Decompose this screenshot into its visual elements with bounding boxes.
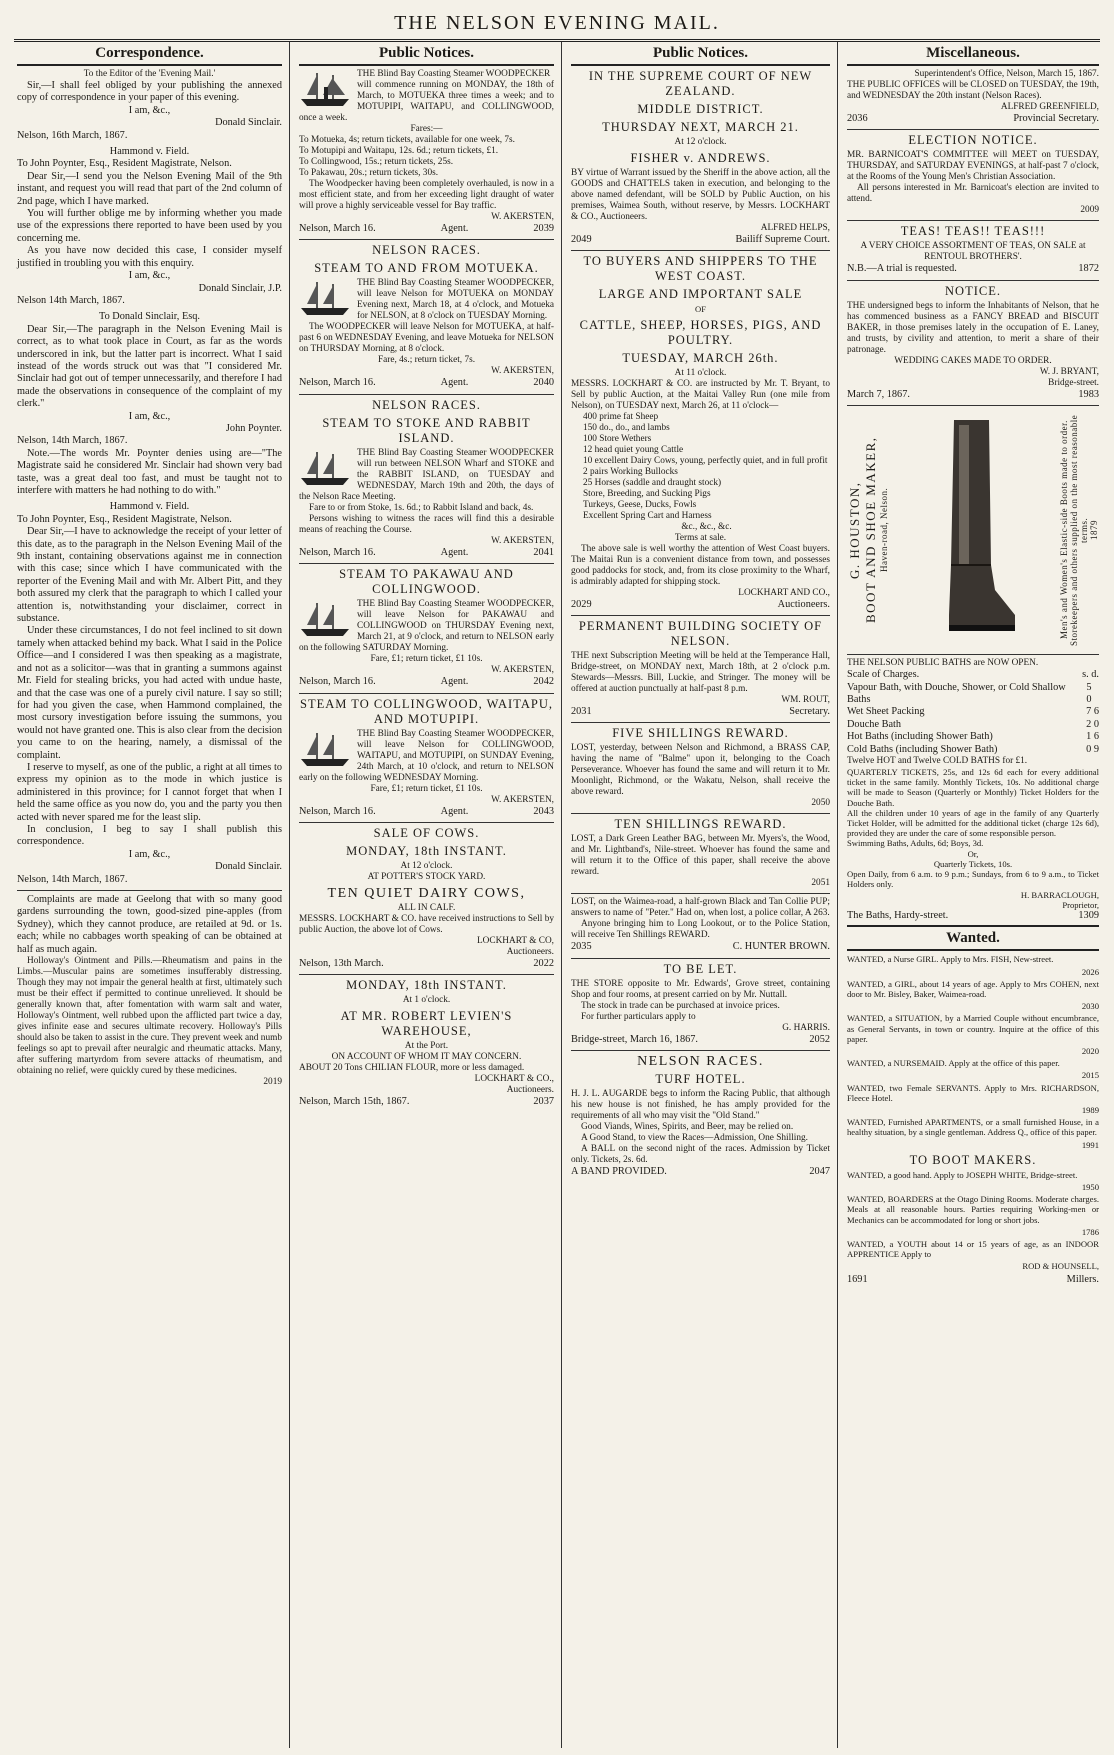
fare-line: To Collingwood, 15s.; return tickets, 25s. [299, 157, 454, 167]
divider [571, 1050, 830, 1051]
steamship-icon [299, 448, 353, 488]
divider [299, 239, 554, 240]
ad-heading: NELSON RACES. [372, 243, 481, 258]
agent-name: W. AKERSTEN, [491, 794, 554, 805]
ad-heading: STEAM TO COLLINGWOOD, WAITAPU, AND MOTUPIPI. [300, 696, 553, 726]
wanted-item: WANTED, Furnished APARTMENTS, or a small furnished House, in a healthy situation, by a single gentleman. Address Q., office of this paper. [847, 1117, 1099, 1138]
column-miscellaneous [844, 42, 1100, 1748]
ad-body: THE PUBLIC OFFICES will be CLOSED on TUESDAY, the 19th, and WEDNESDAY the 20th instant (Nelson Races). [847, 80, 1099, 101]
agent-name: W. AKERSTEN, [491, 665, 554, 676]
fare-line: Fare, £1; return ticket, £1 10s. [370, 654, 483, 665]
ad-body: Open Daily, from 6 a.m. to 9 p.m.; Sundays, from 6 to 9 a.m., to Ticket Holders only. [847, 869, 1099, 890]
ad-body: BY virtue of Warrant issued by the Sheriff in the above action, all the GOODS and CHATTELS taken in execution, and belonging to the above named defendant, will be SOLD by Public Auction, on his premises, Waimea South, without reserve, by Messrs. LOCKHART & CO., Auctioneers. [571, 168, 830, 222]
ad-number: 2019 [263, 1077, 282, 1088]
ad-body: All the children under 10 years of age in the family of any Quarterly Ticket Holder, will be admitted for the additional ticket (charge 12s 6d), provided they are under the care of some responsible person. [847, 807, 1099, 839]
signoff: I am, &c., [128, 104, 171, 116]
stock-item: 12 head quiet young Cattle [583, 444, 684, 455]
ad-footer [847, 910, 1099, 922]
ad-footer [571, 1166, 830, 1178]
wanted-item: WANTED, a SITUATION, by a Married Couple without encumbrance, as General Servants, in town or country. Inquire at the office of this paper. [847, 1013, 1099, 1044]
ad-heading: ELECTION NOTICE. [908, 133, 1038, 148]
ad-body: The stock in trade can be purchased at invoice prices. [581, 1000, 780, 1011]
price-row [847, 744, 1099, 756]
column-public-notices [296, 42, 562, 1748]
ad-body: THE Blind Bay Coasting Steamer WOODPECKER, will leave Nelson for COLLINGWOOD, WAITAPU, and MOTUPIPI, on SUNDAY Evening, 24th March, at 10 o'clock, and return to NELSON early on the following WEDNESDAY Morning. [299, 728, 554, 783]
letter-date: Nelson 14th March, 1867. [17, 294, 125, 306]
signature: ALFRED HELPS, [760, 223, 830, 233]
divider [299, 693, 554, 694]
ad-number: 2009 [1080, 205, 1099, 216]
ad-number: 1989 [1081, 1104, 1099, 1115]
ad-footer [299, 223, 554, 235]
stock-item: 150 do., do., and lambs [583, 422, 670, 433]
ad-body: The WOODPECKER will leave Nelson for MOTUEKA, at half-past 6 on WEDNESDAY Evening, and leave Motueka for NELSON on THURSDAY Morning, at 8 o'clock. [299, 322, 554, 355]
signature: W. J. BRYANT, [1039, 366, 1099, 377]
ad-number: 2052 [809, 1033, 830, 1045]
ad-footer [299, 1096, 554, 1108]
ad-subheading: WEDDING CAKES MADE TO ORDER. [894, 355, 1052, 366]
price-value: 1 6 [1086, 731, 1099, 743]
ad-number: 2047 [809, 1166, 830, 1178]
ad-number: 2049 [571, 234, 592, 245]
signature: C. HUNTER BROWN. [732, 941, 830, 953]
ad-date: March 7, 1867. [847, 388, 910, 400]
ad-number: 2029 [571, 598, 592, 610]
stock-item: &c., &c., &c. [681, 521, 732, 532]
signature-title: Provincial Secretary. [1013, 113, 1099, 124]
steamship-icon [299, 278, 353, 318]
divider [847, 220, 1099, 221]
letter-text: Sir,—I shall feel obliged by your publishing the annexed copy of correspondence in your paper of this evening. [17, 80, 282, 104]
ad-body: will commence running on MONDAY, the 18th of March, to MOTUEKA three times a week; and to MOTUPIPI, WAITAPU, and COLLINGWOOD, once a week. [299, 80, 554, 123]
ad-footer [571, 599, 830, 611]
fare-line: To Motueka, 4s; return tickets, available for one week, 7s. [299, 135, 515, 145]
wanted-list [847, 1170, 1099, 1286]
signature: Donald Sinclair. [215, 861, 282, 873]
ad-body: A VERY CHOICE ASSORTMENT OF TEAS, ON SALE at RENTOUL BROTHERS'. [860, 241, 1086, 263]
signature: ALFRED GREENFIELD, [1000, 102, 1099, 112]
stock-item: 25 Horses (saddle and draught stock) [583, 477, 722, 488]
letter-date: Nelson, 14th March, 1867. [17, 873, 128, 885]
steamer-advert [299, 599, 554, 654]
ad-body: THE undersigned begs to inform the Inhabitants of Nelson, that he has commenced business as a FANCY BREAD and BISCUIT BAKER, in those premises lately in the occupation of E. Laney, and trusts, by civility and attention, to merit a share of their patronage. [847, 300, 1099, 355]
ad-date: Nelson, March 16. [299, 805, 376, 817]
fare-line: Fare, 4s.; return ticket, 7s. [377, 355, 476, 366]
ad-heading: MONDAY, 18th INSTANT. [346, 844, 507, 859]
holloway-advert: Holloway's Ointment and Pills.—Rheumatism and pains in the Limbs.—Muscular pains are sometimes insufferably distressing. Though they may not impair the general health at first, ultimately such must be their effect if permitted to continue unrelieved. It should be generally known that, after fomentation with warm salt and water, Holloway's Ointment, well rubbed upon the afflicted part twice a day, gives infinite ease and secures ultimate recovery. Holloway's Pills should also be taken to assist in the cure. They prevent week and numb feelings so apt to prevail after neuralgic and rheumatic attacks. Many, after suffering martyrdom from severe attacks of rheumatism, and obtaining no relief, were quickly cured by these medicines. [17, 956, 282, 1077]
ad-body: THE Blind Bay Coasting Steamer WOODPECKER will run between NELSON Wharf and STOKE and the RABBIT ISLAND, on TUESDAY and WEDNESDAY, March 19th and 20th, the days of the Nelson Race Meeting. [299, 447, 554, 502]
ad-heading: TO BUYERS AND SHIPPERS TO THE WEST COAST. [583, 254, 818, 284]
ad-body: The above sale is well worthy the attention of West Coast buyers. The Maitai Run is a convenient distance from town, and possesses good paddocks for stock, and, from its close proximity to the Wharf, is admirably adapted for shipping stock. [571, 543, 830, 587]
ad-number: 1879 [1089, 520, 1099, 541]
columns [14, 42, 1100, 1748]
ad-body: H. J. L. AUGARDE begs to inform the Racing Public, that although his new house is not finished, he has amply provided for the requirements of all who may visit the "Old Stand." [571, 1089, 830, 1122]
ad-body: LOST, yesterday, between Nelson and Richmond, a BRASS CAP, having the name of "Balme" upon it, belonging to the Coach Perseverance. Whoever has found the same and will return it to Mr. Moonlight, Richmond, or the Wakatu, Nelson, shall receive the above reward. [571, 743, 830, 798]
ad-number: 1950 [1081, 1181, 1099, 1192]
ad-body: The Woodpecker having been completely overhauled, is now in a most efficient state, and from her exceeding light draught of water will prove a highly serviceable vessel for Bay traffic. [299, 179, 554, 211]
ad-number: 2050 [811, 798, 830, 809]
ad-heading: STEAM TO PAKAWAU AND COLLINGWOOD. [339, 567, 514, 597]
ad-body: LOST, a Dark Green Leather BAG, between Mr. Myers's, the Wood, and Mr. Lightband's, Nile-street. Whoever has found the same and will return it to the Office of this paper, shall receive the above reward. [571, 834, 830, 878]
steamer-advert [299, 729, 554, 784]
signature: John Poynter. [225, 422, 282, 434]
case-title: Hammond v. Field. [109, 146, 190, 158]
agent-title: Agent. [440, 223, 469, 234]
agent-name: W. AKERSTEN, [491, 366, 554, 377]
addressee: To Donald Sinclair, Esq. [99, 311, 200, 323]
ad-body: MR. BARNICOAT'S COMMITTEE will MEET on TUESDAY, THURSDAY, and SATURDAY EVENINGS, at half-past 7 o'clock, at the Rooms of the Young Men's Christian Association. [847, 150, 1099, 183]
ad-heading: MIDDLE DISTRICT. [637, 102, 764, 116]
section-heading: Public Notices. [299, 42, 554, 66]
ad-subheading: ALL IN CALF. [397, 903, 456, 914]
stock-item: 100 Store Wethers [583, 433, 652, 444]
ad-number: 2022 [533, 958, 554, 970]
price-row [847, 731, 1099, 743]
signature-title: Secretary. [789, 706, 830, 718]
ad-body: Twelve HOT and Twelve COLD BATHS for £1. [847, 756, 1028, 767]
ad-title: THE Blind Bay Coasting Steamer WOODPECKER [357, 69, 551, 79]
ad-heading: STEAM TO STOKE AND RABBIT ISLAND. [322, 415, 531, 445]
steamship-icon [299, 599, 353, 639]
ad-number: 2041 [533, 546, 554, 558]
section-heading: Miscellaneous. [847, 42, 1099, 66]
ad-heading: NELSON RACES. [637, 1054, 764, 1070]
price-value: 2 0 [1086, 718, 1099, 730]
ad-time: At 11 o'clock. [674, 367, 727, 378]
ad-footer [571, 234, 830, 246]
ad-heading: NELSON RACES. [372, 397, 481, 412]
divider [571, 958, 830, 959]
price-item: Cold Baths (including Shower Bath) [847, 743, 998, 755]
divider [847, 654, 1099, 655]
wanted-list [847, 954, 1099, 1149]
fare-line: To Motupipi and Waitapu, 12s. 6d.; return tickets, £1. [299, 146, 499, 156]
terms: Terms at sale. [674, 532, 727, 543]
ad-heading: TEAS! TEAS!! TEAS!!! [900, 224, 1046, 239]
stock-item: 2 pairs Working Bullocks [583, 466, 678, 477]
ad-heading: AT MR. ROBERT LEVIEN'S WAREHOUSE, [340, 1009, 513, 1039]
ad-number: 2042 [533, 676, 554, 688]
ad-heading: G. HOUSTON, [847, 481, 862, 579]
ad-body: THE Blind Bay Coasting Steamer WOODPECKER, will leave Nelson for PAKAWAU and COLLINGWOOD on THURSDAY Evening next, March 21, at 9 o'clock, and return to NELSON early on the following SATURDAY Morning. [299, 599, 554, 654]
divider [299, 394, 554, 395]
auctioneer-title: Auctioneers. [777, 598, 830, 610]
ad-footer [847, 1274, 1099, 1286]
price-row [847, 719, 1099, 731]
address: Haven-road, Nelson. [879, 488, 889, 573]
letter-text: Under these circumstances, I do not feel inclined to sit down tamely when attacked behind my back. What I said in the Police Office—and I considered I was then speaking as a magistrate, and not as a solicitor—was that in granting a summons against Mr. Field for stealing bricks, you had acted with undue haste, and that the case was one of a purely civil nature. I say so still; for had you given the case, when Hammond complained, the most cursory investigation before issuing the summons, you would not have granted one. This is also clear from the decision you came to on the hearing, namely, a dismissal of the complaint. [17, 625, 282, 761]
ad-number: 2040 [533, 377, 554, 389]
ad-footer [299, 676, 554, 688]
section-heading: Wanted. [847, 925, 1099, 951]
letter-text: As you have now decided this case, I consider myself justified in troubling you with this enquiry. [17, 245, 282, 269]
divider [299, 822, 554, 823]
ad-footer [571, 706, 830, 718]
ad-footer [299, 958, 554, 970]
letter-date: Nelson, 16th March, 1867. [17, 129, 128, 141]
stock-item: Excellent Spring Cart and Harness [583, 510, 712, 521]
ad-time: At 12 o'clock. [400, 861, 453, 872]
ad-body: THE next Subscription Meeting will be held at the Temperance Hall, Bridge-street, on MONDAY next, March 18th, at 2 o'clock p.m. Stewards—Messrs. Bill, Luckie, and Stringer. The money will be offered at auction punctually at half-past 8 p.m. [571, 651, 830, 695]
ad-body: Men's and Women's Elastic-side Boots made to order. [1059, 420, 1069, 640]
ad-date: Bridge-street, March 16, 1867. [571, 1033, 698, 1045]
ad-body: Quarterly Tickets, 10s. [933, 858, 1013, 869]
price-item: Hot Baths (including Shower Bath) [847, 731, 993, 743]
address: Bridge-street. [1048, 377, 1099, 388]
agent-title: Agent. [440, 805, 469, 817]
price-row [847, 682, 1099, 707]
ad-number: 2030 [1081, 1001, 1099, 1012]
ad-number: 1309 [1078, 909, 1099, 921]
ad-heading: LARGE AND IMPORTANT SALE [598, 287, 803, 302]
steamer-advert [299, 69, 554, 124]
ad-heading: BOOT AND SHOE MAKER, [863, 436, 878, 624]
ad-heading: TEN QUIET DAIRY COWS, [327, 886, 526, 902]
agent-name: W. AKERSTEN, [491, 535, 554, 546]
ad-number: 1991 [1081, 1139, 1099, 1150]
ad-number: 1691 [847, 1273, 868, 1285]
wanted-item: WANTED, a YOUTH about 14 or 15 years of age, as an INDOOR APPRENTICE Apply to [847, 1238, 1099, 1260]
charges-header [847, 669, 1099, 681]
fare-line: Fare, £1; return ticket, £1 10s. [370, 783, 483, 794]
letter-text: Dear Sir,—I send you the Nelson Evening Mail of the 9th instant, and request you will read that part of the 2nd column of 2nd page, which I have marked. [17, 170, 282, 207]
price-value: 5 0 [1086, 681, 1092, 706]
divider [847, 129, 1099, 130]
letter-text: Dear Sir,—The paragraph in the Nelson Evening Mail is correct, as to what took place in Court, as far as the words underscored in ink, but the latter part is incorrect. What I said instead of the words struck out was that "I considered Mr. Sinclair had got out of temper unnecessarily, and therefore I had made the observations in consequence of the complaint of my clerk." [17, 323, 282, 410]
signoff: I am, &c., [128, 848, 171, 860]
wanted-item: WANTED, a Nurse GIRL. Apply to Mrs. FISH, New-street. [847, 954, 1054, 965]
ad-number: 2020 [1081, 1045, 1099, 1056]
addressee: To John Poynter, Esq., Resident Magistrate, Nelson. [17, 513, 232, 525]
ad-heading: THURSDAY NEXT, MARCH 21. [602, 120, 799, 134]
wanted-item: WANTED, two Female SERVANTS. Apply to Mrs. RICHARDSON, Fleece Hotel. [847, 1082, 1099, 1103]
divider [847, 280, 1099, 281]
ad-footer [847, 113, 1099, 125]
fare-line: To Pakawau, 20s.; return tickets, 30s. [299, 168, 439, 178]
ad-footer [299, 377, 554, 389]
ad-body: Good Viands, Wines, Spirits, and Beer, may be relied on. [581, 1122, 794, 1133]
case-title: Hammond v. Field. [109, 501, 190, 513]
divider [17, 890, 282, 891]
divider [571, 813, 830, 814]
divider [571, 250, 830, 251]
ad-heading: THE NELSON PUBLIC BATHS are NOW OPEN. [847, 658, 1039, 669]
office-dateline: Superintendent's Office, Nelson, March 15, 1867. [914, 69, 1099, 79]
signature: ROD & HOUNSELL, [1022, 1261, 1099, 1272]
boot-icon [929, 415, 1019, 645]
ad-subheading: ON ACCOUNT OF WHOM IT MAY CONCERN. [331, 1052, 522, 1063]
ad-body: Swimming Baths, Adults, 6d; Boys, 3d. [847, 838, 984, 849]
stock-item: 10 excellent Dairy Cows, young, perfectly quiet, and in full profit [583, 455, 828, 466]
ad-heading: FISHER v. ANDREWS. [630, 151, 771, 165]
section-heading: Correspondence. [17, 42, 282, 66]
ad-heading: CATTLE, SHEEP, HORSES, PIGS, AND POULTRY. [579, 317, 822, 347]
price-item: Wet Sheet Packing [847, 706, 925, 718]
ad-heading: MONDAY, 18th INSTANT. [346, 978, 507, 993]
auctioneer-name: LOCKHART & CO, [476, 936, 554, 947]
ad-footer [847, 263, 1099, 275]
ad-heading: FIVE SHILLINGS REWARD. [612, 726, 789, 741]
signature: H. BARRACLOUGH, [1020, 889, 1099, 900]
letter-text: Dear Sir,—I have to acknowledge the receipt of your letter of this date, as to the paragraph in the Nelson Evening Mail of the 9th instant, containing observations against me in connection with this case; since which I have communicated with the reporter of the Evening Mail and with Mr. Albert Pitt, and they both assured my clerk that the paragraph to which I called your attention is, notwithstanding your disclaimer, correct in substance. [17, 526, 282, 625]
stock-item: Turkeys, Geese, Ducks, Fowls [583, 499, 697, 510]
ad-body: For further particulars apply to [581, 1011, 696, 1022]
steamer-advert [299, 448, 554, 503]
agent-title: Agent. [440, 546, 469, 558]
ad-date: Nelson, March 16. [299, 546, 376, 558]
ad-body: MESSRS. LOCKHART & CO. are instructed by Mr. T. Bryant, to Sell by public Auction, at the Maitai Valley Run (one mile from Nelson), on TUESDAY next, March 26, at 11 o'clock— [571, 378, 830, 411]
ad-date: Nelson, March 15th, 1867. [299, 1096, 410, 1108]
stock-list [571, 412, 830, 533]
divider [571, 615, 830, 616]
letter-text: In conclusion, I beg to say I shall publish this correspondence. [17, 823, 282, 848]
divider [571, 893, 830, 894]
salutation: To the Editor of the 'Evening Mail.' [83, 69, 216, 79]
fare-line: Fare to or from Stoke, 1s. 6d.; to Rabbit Island and back, 4s. [309, 502, 534, 513]
ad-date: Nelson, 13th March. [299, 958, 384, 970]
ad-number: 1786 [1081, 1226, 1099, 1237]
ad-body: THE STORE opposite to Mr. Edwards', Grove street, containing Shop and four rooms, at present carried on by Mr. Nuttall. [571, 978, 830, 1000]
ad-date: Nelson, March 16. [299, 223, 376, 234]
agent-title: Agent. [440, 676, 469, 688]
ad-time: At 1 o'clock. [402, 995, 451, 1006]
ad-body: Or, [967, 848, 979, 859]
signoff: I am, &c., [128, 410, 171, 422]
agent-name: W. AKERSTEN, [491, 212, 554, 222]
ad-heading: PERMANENT BUILDING SOCIETY OF NELSON. [578, 619, 823, 649]
ad-heading: STEAM TO AND FROM MOTUEKA. [314, 261, 539, 276]
boot-illustration [889, 410, 1059, 650]
divider [847, 405, 1099, 406]
ad-subheading: At the Port. [404, 1041, 449, 1052]
stock-item: 400 prime fat Sheep [583, 411, 659, 422]
ad-number: 1983 [1078, 388, 1099, 400]
ad-heading: TO BOOT MAKERS. [909, 1152, 1037, 1167]
ad-date: Nelson, March 16. [299, 676, 376, 688]
signoff: I am, &c., [128, 270, 171, 282]
address: The Baths, Hardy-street. [847, 909, 949, 921]
ad-number: 2035 [571, 941, 592, 953]
signature: Donald Sinclair, J.P. [198, 282, 282, 294]
signature-title: Bailiff Supreme Court. [735, 234, 830, 245]
ad-place: AT POTTER'S STOCK YARD. [367, 872, 486, 883]
stock-item: Store, Breeding, and Sucking Pigs [583, 488, 711, 499]
divider [571, 722, 830, 723]
ad-number: 2037 [533, 1096, 554, 1108]
signature: G. HARRIS. [782, 1022, 830, 1033]
ad-subheading: OF [695, 304, 706, 315]
wanted-item: WANTED, a GIRL, about 14 years of age. Apply to Mrs COHEN, next door to Mr. Bisley, Baker, Waimea-road. [847, 978, 1099, 999]
steamship-icon [299, 729, 353, 769]
wanted-item: WANTED, BOARDERS at the Otago Dining Rooms. Moderate charges. Meals at all reasonable hours. Parties requiring Working-men or Mechanics can be accommodated for long or short jobs. [847, 1194, 1099, 1225]
ad-note: N.B.—A trial is requested. [847, 263, 957, 275]
ad-heading: TUESDAY, MARCH 26th. [622, 350, 779, 365]
auctioneer-title: Auctioneers. [506, 947, 554, 958]
section-heading: Public Notices. [571, 42, 830, 66]
steamship-icon [299, 69, 353, 109]
masthead: THE NELSON EVENING MAIL. [14, 8, 1100, 42]
ad-body: Anyone bringing him to Long Lookout, or to the Police Station, will receive Ten Shillings REWARD. [571, 919, 830, 941]
ad-body: QUARTERLY TICKETS, 25s, and 12s 6d each for every additional ticket in the same family. Monthly Tickets, 10s. No additional charge will be made to Season (Quarterly or Monthly) Ticket Holders for the Douche Bath. [847, 767, 1099, 808]
ad-number: 2026 [1081, 966, 1099, 977]
ad-time: At 12 o'clock. [674, 137, 727, 147]
signature: Donald Sinclair. [215, 117, 282, 129]
ad-body: A BALL on the second night of the races. Admission by Ticket only. Tickets, 2s. 6d. [571, 1144, 830, 1166]
ad-heading: A BAND PROVIDED. [571, 1166, 667, 1178]
signature-title: Millers. [1066, 1273, 1099, 1285]
ad-heading: TURF HOTEL. [655, 1072, 746, 1087]
wanted-item: WANTED, a good hand. Apply to JOSEPH WHITE, Bridge-street. [847, 1169, 1078, 1180]
ad-heading: TEN SHILLINGS REWARD. [614, 817, 787, 832]
ad-footer [299, 806, 554, 818]
ad-body: Storekeepers and others supplied on the most reasonable terms. [1069, 414, 1089, 646]
column-public-notices-2 [568, 42, 838, 1748]
price-item: Douche Bath [847, 718, 902, 730]
ad-body: All persons interested in Mr. Barnicoat's election are invited to attend. [847, 183, 1099, 205]
divider [299, 974, 554, 975]
signature: WM. ROUT, [781, 695, 830, 706]
ad-footer [847, 389, 1099, 401]
fares-label: Fares:— [410, 124, 443, 134]
houston-boot-advert [847, 410, 1099, 650]
ad-body: A Good Stand, to view the Races—Admission, One Shilling. [581, 1133, 808, 1144]
letter-date: Nelson, 14th March, 1867. [17, 435, 128, 447]
signature-title: Proprietor, [1062, 899, 1099, 910]
steamer-advert [299, 278, 554, 322]
column-correspondence [14, 42, 290, 1748]
ad-number: 2043 [533, 805, 554, 817]
letter-text: I reserve to myself, as one of the public, a right at all times to express my opinion as to the mode in which justice is administered in this province; for I cannot forget that when I held the same office as you now do, you and the party you then acted with never spared me for the least slip. [17, 761, 282, 823]
ad-footer [571, 1034, 830, 1046]
ad-heading: IN THE SUPREME COURT OF NEW ZEALAND. [588, 69, 813, 98]
ad-number: 2015 [1081, 1070, 1099, 1081]
ad-number: 2031 [571, 706, 592, 718]
ad-body: LOST, on the Waimea-road, a half-grown Black and Tan Collie PUP; answers to name of "Peter." Had on, when lost, a police collar, A 263. [571, 897, 830, 919]
ad-heading: SALE OF COWS. [373, 826, 480, 841]
price-value: 7 6 [1086, 706, 1099, 718]
addressee: To John Poynter, Esq., Resident Magistrate, Nelson. [17, 158, 232, 170]
ad-number: 1872 [1078, 263, 1099, 275]
divider [299, 563, 554, 564]
ad-body: THE Blind Bay Coasting Steamer WOODPECKER, will leave Nelson for MOTUEKA on MONDAY Evening next, March 18, at 4 o'clock, and Motueka for NELSON, at 8 o'clock on TUESDAY Morning. [357, 278, 554, 322]
price-row [847, 706, 1099, 718]
price-item: Vapour Bath, with Douche, Shower, or Cold Shallow Baths [847, 681, 1066, 706]
ad-heading: NOTICE. [945, 283, 1001, 298]
ad-footer [299, 547, 554, 559]
ad-footer [571, 941, 830, 953]
letter-text: You will further oblige me by informing whether you made use of the expressions there reported to have been used by you concerning me. [17, 208, 282, 244]
ad-number: 2051 [811, 878, 830, 889]
ad-date: Nelson, March 16. [299, 377, 376, 389]
currency-label: s. d. [1082, 669, 1099, 681]
auctioneer-name: LOCKHART AND CO., [738, 587, 830, 598]
ad-body: ABOUT 20 Tons CHILIAN FLOUR, more or less damaged. [299, 1063, 525, 1074]
wanted-item: WANTED, a NURSEMAID. Apply at the office of this paper. [847, 1058, 1060, 1069]
ad-number: 2039 [533, 223, 554, 234]
news-item: Complaints are made at Geelong that with so many good gardens surrounding the town, good-sized pine-apples (from Sydney), which they cannot produce, are retailed at 9d. or 1s. each; while no cabbages worth speaking of can be obtained at half as much again. [17, 894, 282, 955]
ad-heading: TO BE LET. [663, 961, 738, 976]
charges-label: Scale of Charges. [847, 669, 920, 681]
note-text: Note.—The words Mr. Poynter denies using are—"The Magistrate said he considered Mr. Sinclair had shown very bad taste, was a great deal too fast, and must be taught not to interfere with matters he had nothing to do with." [17, 447, 282, 496]
ad-body: Persons wishing to witness the races will find this a desirable means of reaching the Course. [299, 513, 554, 535]
agent-title: Agent. [440, 377, 469, 389]
price-value: 0 9 [1086, 743, 1099, 755]
auctioneer-name: LOCKHART & CO., [474, 1074, 554, 1085]
ad-body: MESSRS. LOCKHART & CO. have received instructions to Sell by public Auction, the above lot of Cows. [299, 914, 554, 936]
ad-number: 2036 [847, 113, 868, 124]
auctioneer-title: Auctioneers. [506, 1085, 554, 1096]
